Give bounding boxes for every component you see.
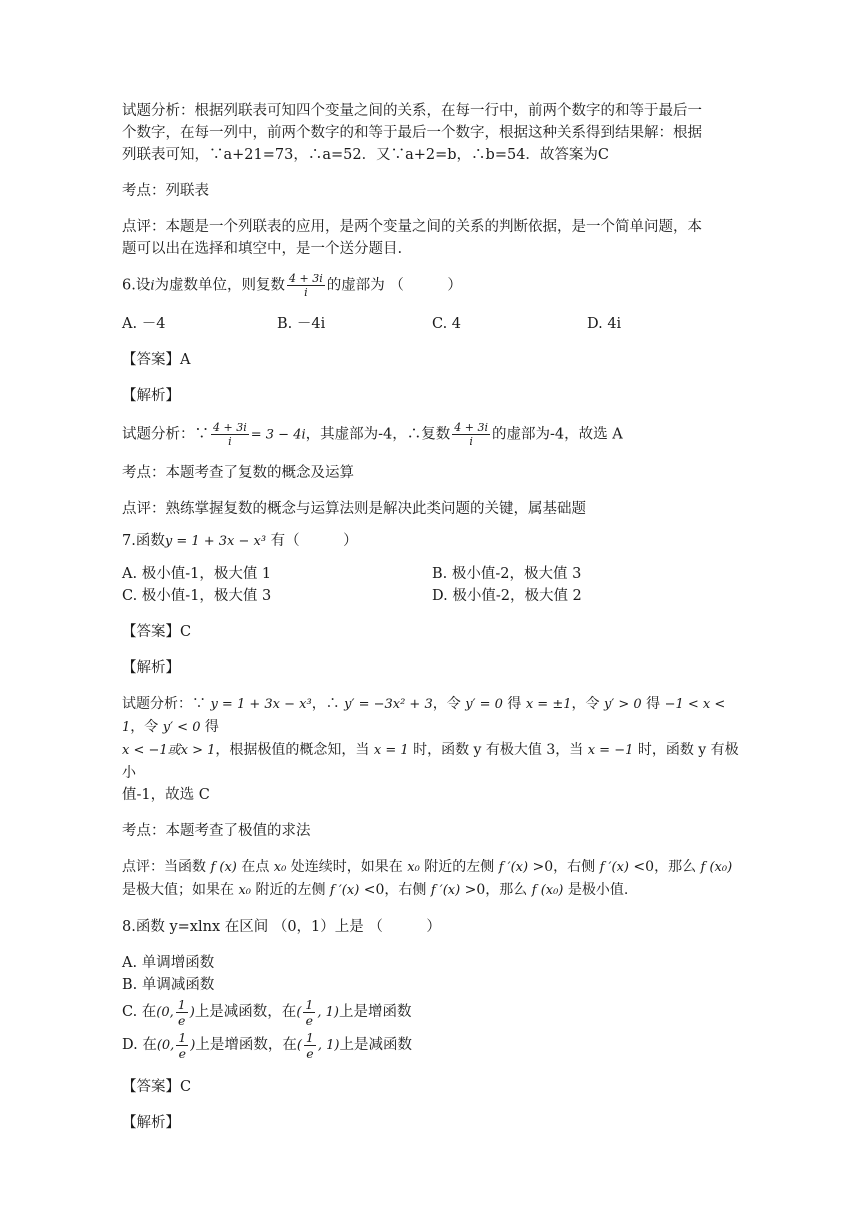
math: f ′(x) [329,883,360,898]
dianping-line: 题可以出在选择和填空中，是一个送分题目. [122,241,403,257]
fraction-one-over-e [176,997,188,1028]
math: ) [189,1005,195,1020]
text: 得 [502,696,526,712]
math: x < −1或x > 1 [122,743,216,758]
text: 得 [200,719,219,735]
math: y′ = −3x² + 3 [344,697,433,712]
math: f ′(x) [599,860,629,875]
text: 得 [641,696,665,712]
fraction-denominator: e [178,1045,186,1061]
answer: 【答案】C [122,624,192,640]
fraction-one-over-e [304,1030,316,1061]
answer: 【答案】C [122,1079,192,1095]
text: 上是增函数 [338,1004,412,1020]
text: 是极小值. [563,882,629,898]
q6-options [122,313,745,335]
math: −1 < x < 1 [122,697,726,735]
text: >0，那么 [460,882,532,898]
option-d: D. 4i [587,316,622,332]
math: x = ±1 [525,697,572,712]
math: x₀ [407,860,420,875]
text: ，令 [130,719,163,735]
fraction-one-over-e [303,997,315,1028]
option-d: D. 极小值-2，极大值 2 [432,588,582,604]
q6-mid: 为虚数单位，则复数 [154,277,286,294]
math: y′ > 0 [603,697,642,712]
q7-options [122,563,745,607]
jiexi-heading: 【解析】 [122,1115,180,1131]
math: ( [296,1038,302,1053]
fraction-numerator: 1 [305,1029,314,1045]
q7-prefix: 7.函数 [122,533,165,549]
analysis-line: 列联表可知，∵a+21=73，∴a=52．又∵a+2=b，∴b=54．故答案为C [122,147,610,163]
q7-analysis-line [122,739,745,784]
fraction-denominator: i [228,435,232,448]
math: f (x₀) [531,883,564,898]
q6-analysis-mid: ，其虚部为-4，∴复数 [305,426,451,443]
math: f (x) [210,860,237,875]
math: y′ = 0 [465,697,503,712]
text: D. 在 [122,1037,157,1053]
kaodian: 考点：本题考查了复数的概念及运算 [122,465,354,481]
kaodian: 考点：列联表 [122,183,209,199]
text: 是极大值；如果在 [122,882,239,898]
text: ，根据极值的概念知，当 [215,742,374,758]
fraction-numerator: 4 + 3i [213,421,247,434]
text: 上是减函数，在 [194,1004,297,1020]
option-a: A. －4 [122,316,166,332]
option-c [122,996,745,1029]
math: y = 1 + 3x − x³ [210,697,312,712]
jiexi-heading: 【解析】 [122,660,180,676]
math: x₀ [238,883,251,898]
math: x = 1 [373,743,409,758]
answer: 【答案】A [122,352,191,368]
kaodian: 考点：本题考查了极值的求法 [122,823,311,839]
dianping-line: 点评：本题是一个列联表的应用，是两个变量之间的关系的判断依据，是一个简单问题，本 [122,219,702,235]
fraction-denominator: i [469,435,473,448]
fraction-denominator: i [304,286,308,299]
q6-eq-rhs: = 3 − 4i [250,427,306,443]
math: , 1) [317,1005,339,1020]
text: >0，右侧 [528,859,600,875]
math: x₀ [273,860,287,875]
text: C. 在 [122,1004,157,1020]
question-6-stem [122,272,745,299]
question-8-stem: 8.函数 y=xlnx 在区间 （0，1）上是 （ ） [122,919,441,935]
fraction-denominator: e [306,1045,314,1061]
fraction-numerator: 1 [305,996,314,1012]
math: (0, [156,1038,175,1053]
q6-analysis-prefix: 试题分析：∵ [122,426,209,443]
option-b: B. －4i [277,316,326,332]
text: 点评：当函数 [122,859,211,875]
math: f (x₀) [700,860,733,875]
fraction-denominator: e [305,1012,314,1028]
math: y′ < 0 [162,720,201,735]
text: ，令 [571,696,604,712]
text: 附近的左侧 [419,859,499,875]
question-7-stem [122,530,745,553]
option-b: B. 单调减函数 [122,977,215,993]
dianping-line [122,879,745,902]
option-c: C. 极小值-1，极大值 3 [122,588,272,604]
math: ) [190,1038,196,1053]
math: x = −1 [587,743,634,758]
fraction-one-over-e [176,1030,188,1061]
q6-analysis-suffix: 的虚部为-4，故选 A [491,426,623,443]
option-b: B. 极小值-2，极大值 3 [432,566,582,582]
math: , 1) [317,1038,340,1053]
math: f ′(x) [498,860,529,875]
dianping-line [122,856,745,879]
option-a: A. 单调增函数 [122,955,215,971]
text: 时，函数 y 有极小 [122,742,739,781]
fraction-numerator: 4 + 3i [289,272,323,285]
text: 上是增函数，在 [195,1037,297,1053]
q7-analysis-line [122,693,745,739]
option-d [122,1029,745,1062]
text: 时，函数 y 有极大值 3，当 [408,742,588,758]
option-a: A. 极小值-1，极大值 1 [122,566,272,582]
q7-suffix: 有（ ） [266,533,358,549]
dianping: 点评：熟练掌握复数的概念与运算法则是解决此类问题的关键，属基础题 [122,501,586,517]
analysis-line: 个数字，在每一列中，前两个数字的和等于最后一个数字，根据这种关系得到结果解：根据 [122,125,702,141]
math: ( [296,1005,302,1020]
text: <0，那么 [628,859,701,875]
math: f ′(x) [430,883,461,898]
math: (0, [156,1005,174,1020]
fraction-numerator: 4 + 3i [454,421,488,434]
q6-fraction [211,421,249,448]
text: 试题分析：∵ [122,696,211,712]
q6-prefix: 6.设 [122,277,151,294]
jiexi-heading: 【解析】 [122,388,180,404]
text: 上是减函数 [339,1037,412,1053]
q7-analysis-line: 值-1，故选 C [122,787,210,803]
fraction-numerator: 1 [177,996,186,1012]
q6-i: i [150,278,155,294]
analysis-line: 试题分析：根据列联表可知四个变量之间的关系，在每一行中，前两个数字的和等于最后一 [122,103,702,119]
text: ，∴ [311,696,345,712]
text: 处连续时，如果在 [286,859,408,875]
q6-analysis [122,421,745,448]
q6-fraction [287,272,325,299]
text: <0，右侧 [359,882,431,898]
q6-fraction [452,421,490,448]
fraction-numerator: 1 [178,1029,187,1045]
q7-func: y = 1 + 3x − x³ [164,534,267,549]
text: 附近的左侧 [251,882,330,898]
text: ，令 [432,696,466,712]
text: 在点 [236,859,274,875]
q6-suffix: 的虚部为 （ ） [326,277,462,294]
fraction-denominator: e [178,1012,186,1028]
option-c: C. 4 [432,316,462,332]
